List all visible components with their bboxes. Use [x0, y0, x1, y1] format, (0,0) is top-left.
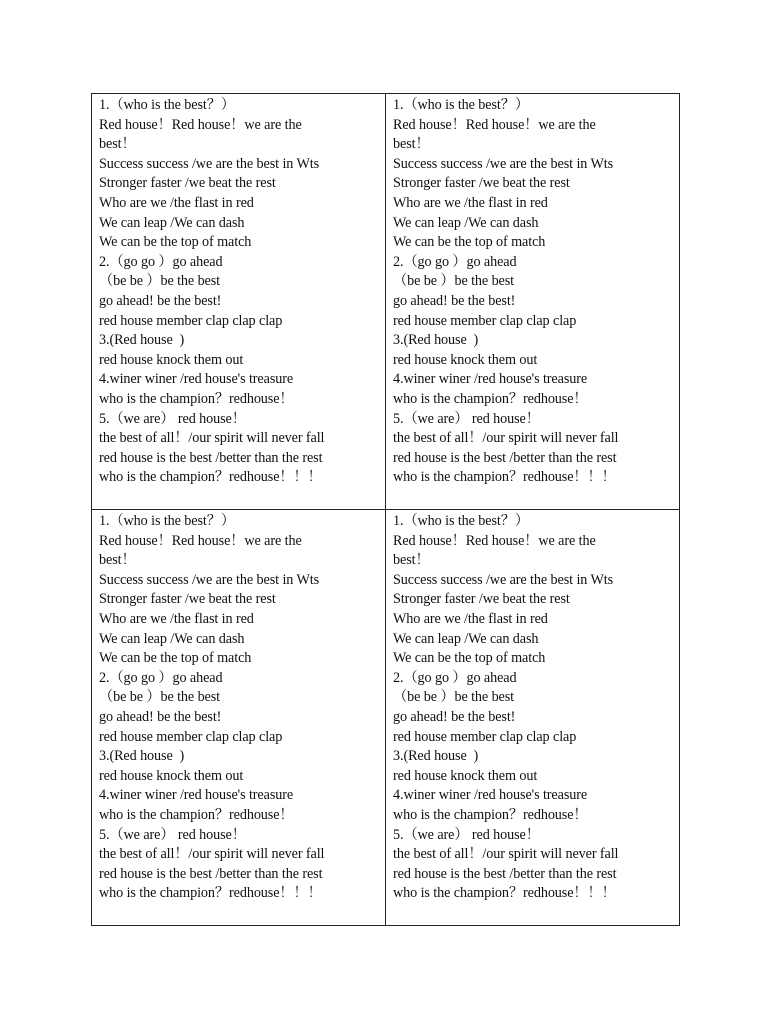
- chant-line: who is the champion？redhouse！！！: [393, 469, 616, 486]
- chant-cell-top-right: [386, 94, 680, 510]
- chant-cell-content: [92, 94, 385, 488]
- chant-line: best！: [99, 552, 136, 569]
- chant-line: the best of all！/our spirit will never fall: [393, 430, 619, 447]
- chant-line: （be be ）be the best: [99, 689, 221, 706]
- chant-line: We can be the top of match: [99, 234, 252, 251]
- chant-line: 1.（who is the best？）: [99, 513, 235, 529]
- chant-line: Stronger faster /we beat the rest: [99, 591, 276, 608]
- chant-line: We can be the top of match: [99, 650, 252, 667]
- chant-line: red house knock them out: [393, 767, 538, 784]
- chant-line: （be be ）be the best: [99, 273, 221, 290]
- chant-line: best！: [393, 552, 430, 569]
- chant-line: Red house！Red house！we are the: [393, 532, 596, 549]
- chant-line: 2.（go go ）go ahead: [393, 669, 517, 686]
- chant-line: 2.（go go ）go ahead: [99, 253, 223, 270]
- chant-line: 3.(Red house ): [99, 332, 185, 349]
- chant-line: Who are we /the flast in red: [393, 194, 548, 211]
- chant-line: 3.(Red house ): [393, 748, 479, 765]
- chant-line: 5.（we are） red house！: [99, 410, 246, 427]
- chant-line: who is the champion？redhouse！: [393, 390, 588, 407]
- table-row: [92, 510, 680, 926]
- chant-line: We can leap /We can dash: [393, 214, 539, 231]
- chant-line: go ahead! be the best!: [393, 708, 516, 725]
- chant-line: 1.（who is the best？）: [99, 97, 235, 113]
- chant-line: 2.（go go ）go ahead: [393, 253, 517, 270]
- chant-line: 2.（go go ）go ahead: [99, 669, 223, 686]
- chant-line: red house member clap clap clap: [99, 728, 283, 745]
- chant-line: Success success /we are the best in Wts: [99, 571, 320, 588]
- chant-line: red house is the best /better than the rest: [393, 865, 617, 882]
- chant-line: Red house！Red house！we are the: [99, 532, 302, 549]
- chant-line: 5.（we are） red house！: [99, 826, 246, 843]
- chant-line: go ahead! be the best!: [393, 292, 516, 309]
- chant-cell-bottom-right: [386, 510, 680, 926]
- chant-line: who is the champion？redhouse！！！: [99, 885, 322, 902]
- chant-cell-bottom-left: [92, 510, 386, 926]
- chant-line: We can be the top of match: [393, 650, 546, 667]
- chant-line: the best of all！/our spirit will never fall: [99, 846, 325, 863]
- chant-line: red house is the best /better than the rest: [99, 449, 323, 466]
- chant-cell-content: [386, 510, 679, 904]
- chant-line: Red house！Red house！we are the: [99, 116, 302, 133]
- chant-line: the best of all！/our spirit will never fall: [393, 846, 619, 863]
- chant-line: who is the champion？redhouse！: [99, 806, 294, 823]
- chant-cell-top-left: [92, 94, 386, 510]
- chant-cell-content: [386, 94, 679, 488]
- chant-line: best！: [99, 136, 136, 153]
- chant-line: We can be the top of match: [393, 234, 546, 251]
- chant-line: 4.winer winer /red house's treasure: [99, 787, 294, 804]
- chant-line: 5.（we are） red house！: [393, 410, 540, 427]
- chant-line: red house member clap clap clap: [99, 312, 283, 329]
- chant-line: who is the champion？redhouse！: [393, 806, 588, 823]
- chant-line: （be be ）be the best: [393, 273, 515, 290]
- chant-line: who is the champion？redhouse！: [99, 390, 294, 407]
- chant-line: red house is the best /better than the rest: [99, 865, 323, 882]
- chant-line: （be be ）be the best: [393, 689, 515, 706]
- chant-line: 5.（we are） red house！: [393, 826, 540, 843]
- chant-line: 4.winer winer /red house's treasure: [393, 787, 588, 804]
- chant-line: Who are we /the flast in red: [99, 194, 254, 211]
- chant-line: Who are we /the flast in red: [99, 610, 254, 627]
- chant-line: Red house！Red house！we are the: [393, 116, 596, 133]
- chant-line: We can leap /We can dash: [99, 214, 245, 231]
- chant-line: Stronger faster /we beat the rest: [393, 591, 570, 608]
- chant-line: 1.（who is the best？）: [393, 97, 529, 113]
- chant-line: 1.（who is the best？）: [393, 513, 529, 529]
- chant-line: go ahead! be the best!: [99, 708, 222, 725]
- chant-line: best！: [393, 136, 430, 153]
- chant-line: go ahead! be the best!: [99, 292, 222, 309]
- chant-line: red house is the best /better than the rest: [393, 449, 617, 466]
- chant-line: who is the champion？redhouse！！！: [99, 469, 322, 486]
- chant-line: Who are we /the flast in red: [393, 610, 548, 627]
- chant-line: Success success /we are the best in Wts: [393, 155, 614, 172]
- chant-line: We can leap /We can dash: [99, 630, 245, 647]
- chant-line: red house knock them out: [99, 767, 244, 784]
- chant-line: 4.winer winer /red house's treasure: [393, 371, 588, 388]
- chant-line: We can leap /We can dash: [393, 630, 539, 647]
- chant-line: red house member clap clap clap: [393, 312, 577, 329]
- chant-line: Success success /we are the best in Wts: [393, 571, 614, 588]
- chant-line: who is the champion？redhouse！！！: [393, 885, 616, 902]
- chant-cell-content: [92, 510, 385, 904]
- chant-line: Success success /we are the best in Wts: [99, 155, 320, 172]
- chant-line: red house member clap clap clap: [393, 728, 577, 745]
- chant-line: 3.(Red house ): [393, 332, 479, 349]
- chant-line: the best of all！/our spirit will never fall: [99, 430, 325, 447]
- chant-line: 4.winer winer /red house's treasure: [99, 371, 294, 388]
- chant-line: Stronger faster /we beat the rest: [393, 175, 570, 192]
- chant-line: Stronger faster /we beat the rest: [99, 175, 276, 192]
- chant-table: [91, 93, 680, 926]
- chant-line: 3.(Red house ): [99, 748, 185, 765]
- chant-line: red house knock them out: [393, 351, 538, 368]
- table-row: [92, 94, 680, 510]
- chant-line: red house knock them out: [99, 351, 244, 368]
